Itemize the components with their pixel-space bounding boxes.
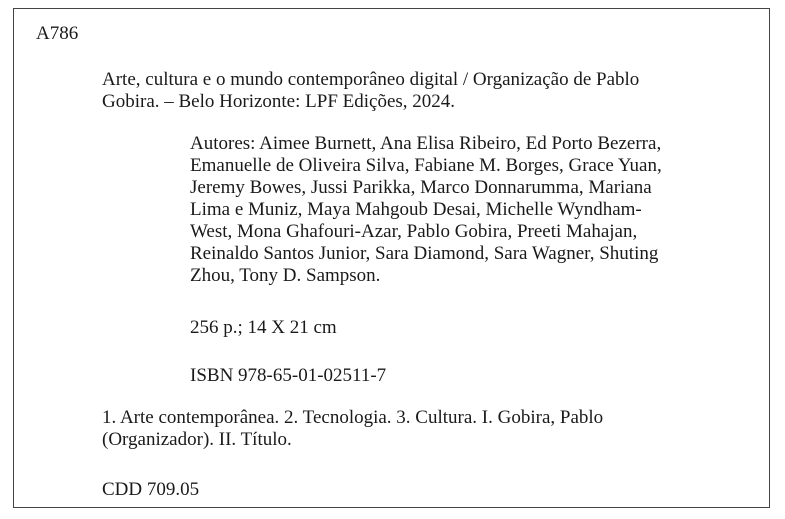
subject-headings: [102, 407, 762, 451]
physical-description: 256 p.; 14 X 21 cm: [190, 317, 337, 338]
isbn: ISBN 978-65-01-02511-7: [190, 365, 387, 386]
authors-line: Zhou, Tony D. Sampson.: [190, 265, 381, 286]
main-entry-line: Arte, cultura e o mundo contemporâneo digital / Organização de Pablo: [102, 69, 640, 90]
authors-line: Lima e Muniz, Maya Mahgoub Desai, Michelle Wyndham-: [190, 199, 642, 220]
authors-line: Emanuelle de Oliveira Silva, Fabiane M. Borges, Grace Yuan,: [190, 155, 662, 176]
authors-line: Autores: Aimee Burnett, Ana Elisa Ribeiro, Ed Porto Bezerra,: [190, 133, 662, 154]
main-entry-line: Gobira. – Belo Horizonte: LPF Edições, 2024.: [102, 91, 456, 112]
cutter-code: A786: [36, 23, 79, 44]
authors-line: Jeremy Bowes, Jussi Parikka, Marco Donnarumma, Mariana: [190, 177, 652, 198]
cdd-classification: CDD 709.05: [102, 479, 200, 500]
catalog-card: [13, 8, 770, 508]
main-entry: [102, 69, 762, 113]
authors-line: West, Mona Ghafouri-Azar, Pablo Gobira, Preeti Mahajan,: [190, 221, 638, 242]
subjects-line: 1. Arte contemporânea. 2. Tecnologia. 3. Cultura. I. Gobira, Pablo: [102, 407, 604, 428]
subjects-line: (Organizador). II. Título.: [102, 429, 292, 450]
authors-note: [190, 133, 770, 287]
authors-line: Reinaldo Santos Junior, Sara Diamond, Sara Wagner, Shuting: [190, 243, 659, 264]
